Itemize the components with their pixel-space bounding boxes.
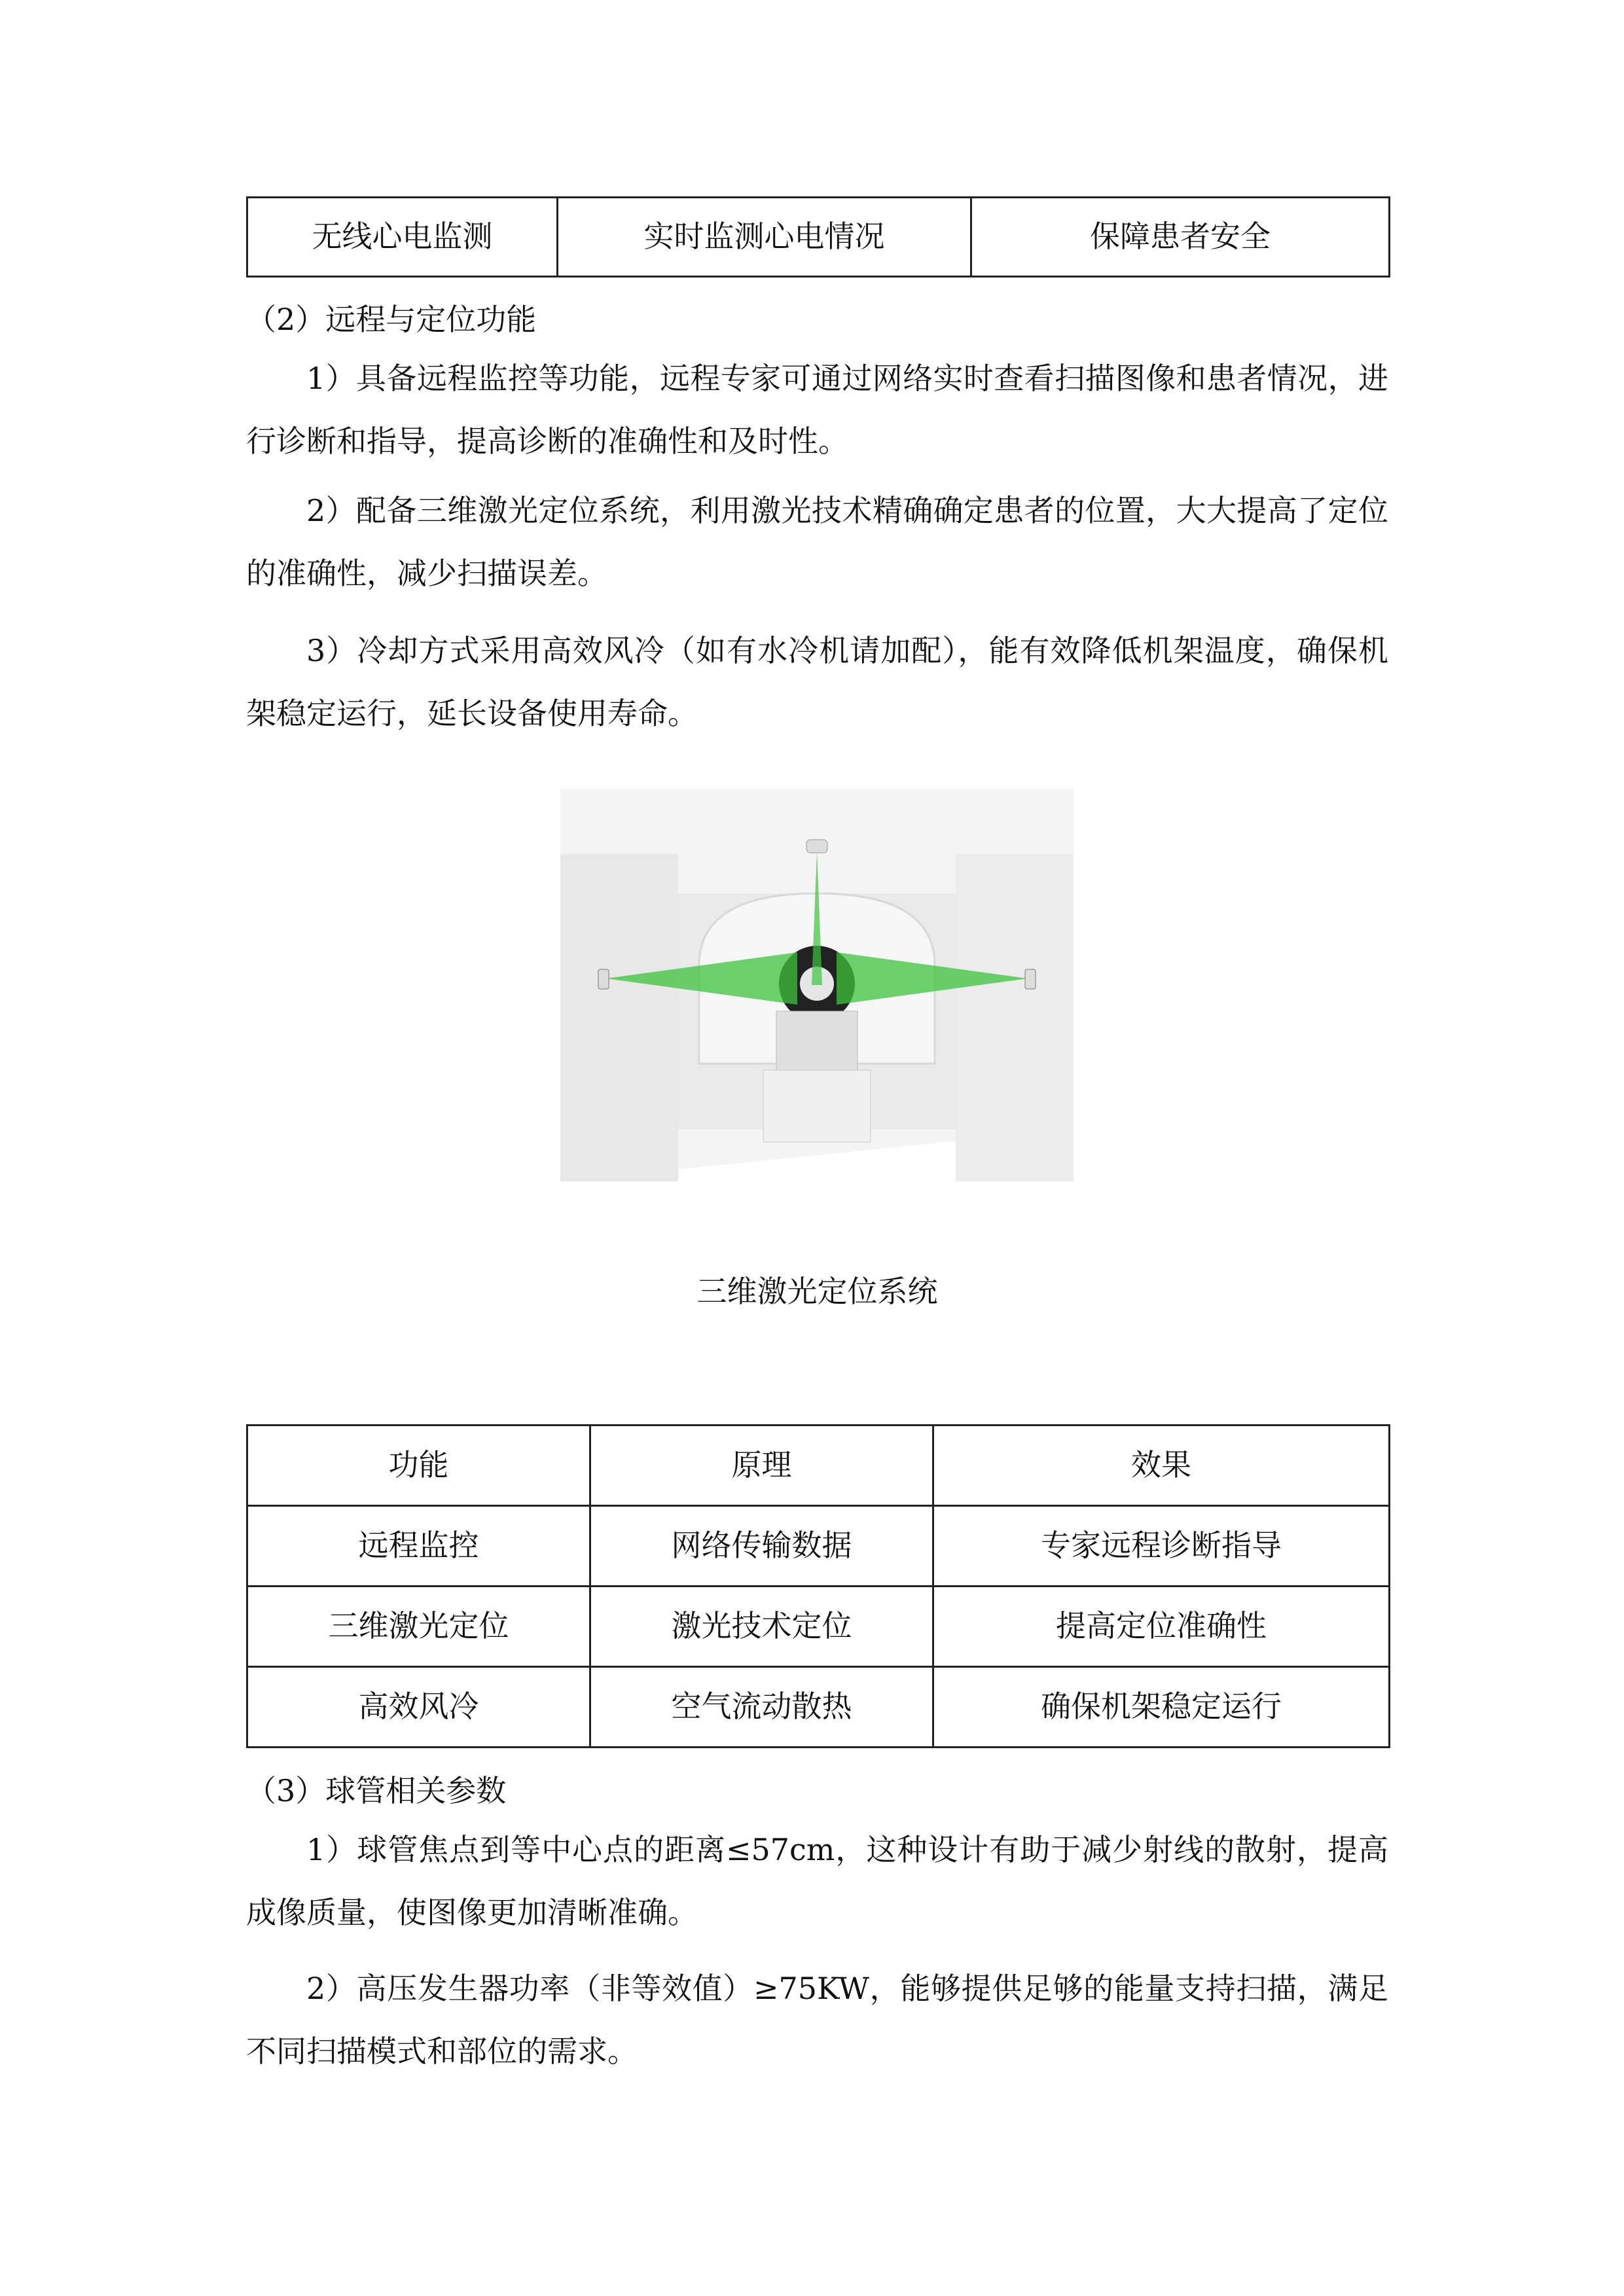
table-cell: 三维激光定位 (247, 1587, 590, 1667)
monitoring-table (246, 196, 1390, 278)
table-cell: 激光技术定位 (590, 1587, 933, 1667)
left-wall (560, 854, 678, 1181)
table-row (247, 1587, 1390, 1667)
right-wall-laser (1025, 969, 1036, 989)
table-cell: 专家远程诊断指导 (933, 1506, 1390, 1587)
ceiling-laser (806, 840, 827, 853)
patient-couch-top (776, 1011, 857, 1070)
paragraph-remote-monitoring: 1）具备远程监控等功能，远程专家可通过网络实时查看扫描图像和患者情况，进行诊断和指导，提高诊断的准确性和及时性。 (246, 361, 1388, 459)
table-cell: 实时监测心电情况 (558, 198, 971, 277)
paragraph-laser-positioning: 2）配备三维激光定位系统，利用激光技术精确确定患者的位置，大大提高了定位的准确性，减少扫描误差。 (246, 493, 1388, 591)
table-row (247, 1667, 1390, 1748)
right-wall (956, 854, 1074, 1181)
table-cell: 提高定位准确性 (933, 1587, 1390, 1667)
paragraph-generator-power: 2）高压发生器功率（非等效值）≥75KW，能够提供足够的能量支持扫描，满足不同扫描模式和部位的需求。 (246, 1971, 1388, 2069)
table-header-row (247, 1426, 1390, 1506)
patient-couch-base (763, 1070, 871, 1142)
table-cell: 空气流动散热 (590, 1667, 933, 1748)
paragraph-focal-distance: 1）球管焦点到等中心点的距离≤57cm，这种设计有助于减少射线的散射，提高成像质量，使图像更加清晰准确。 (246, 1832, 1388, 1930)
function-table (246, 1424, 1390, 1748)
section-heading-tube-parameters: （3）球管相关参数 (246, 1773, 507, 1808)
table-cell: 远程监控 (247, 1506, 590, 1587)
table-cell: 网络传输数据 (590, 1506, 933, 1587)
table-row (247, 198, 1390, 277)
table-row (247, 1506, 1390, 1587)
table-header-cell: 原理 (590, 1426, 933, 1506)
table-cell: 保障患者安全 (971, 198, 1390, 277)
table-header-cell: 效果 (933, 1426, 1390, 1506)
table-cell: 高效风冷 (247, 1667, 590, 1748)
figure-caption: 三维激光定位系统 (696, 1274, 938, 1309)
paragraph-air-cooling: 3）冷却方式采用高效风冷（如有水冷机请加配），能有效降低机架温度，确保机架稳定运行，延长设备使用寿命。 (246, 633, 1388, 731)
laser-positioning-figure (560, 789, 1074, 1181)
left-wall-laser (598, 969, 609, 989)
table-cell: 无线心电监测 (247, 198, 558, 277)
table-header-cell: 功能 (247, 1426, 590, 1506)
table-cell: 确保机架稳定运行 (933, 1667, 1390, 1748)
section-heading-remote-positioning: （2）远程与定位功能 (246, 302, 537, 337)
